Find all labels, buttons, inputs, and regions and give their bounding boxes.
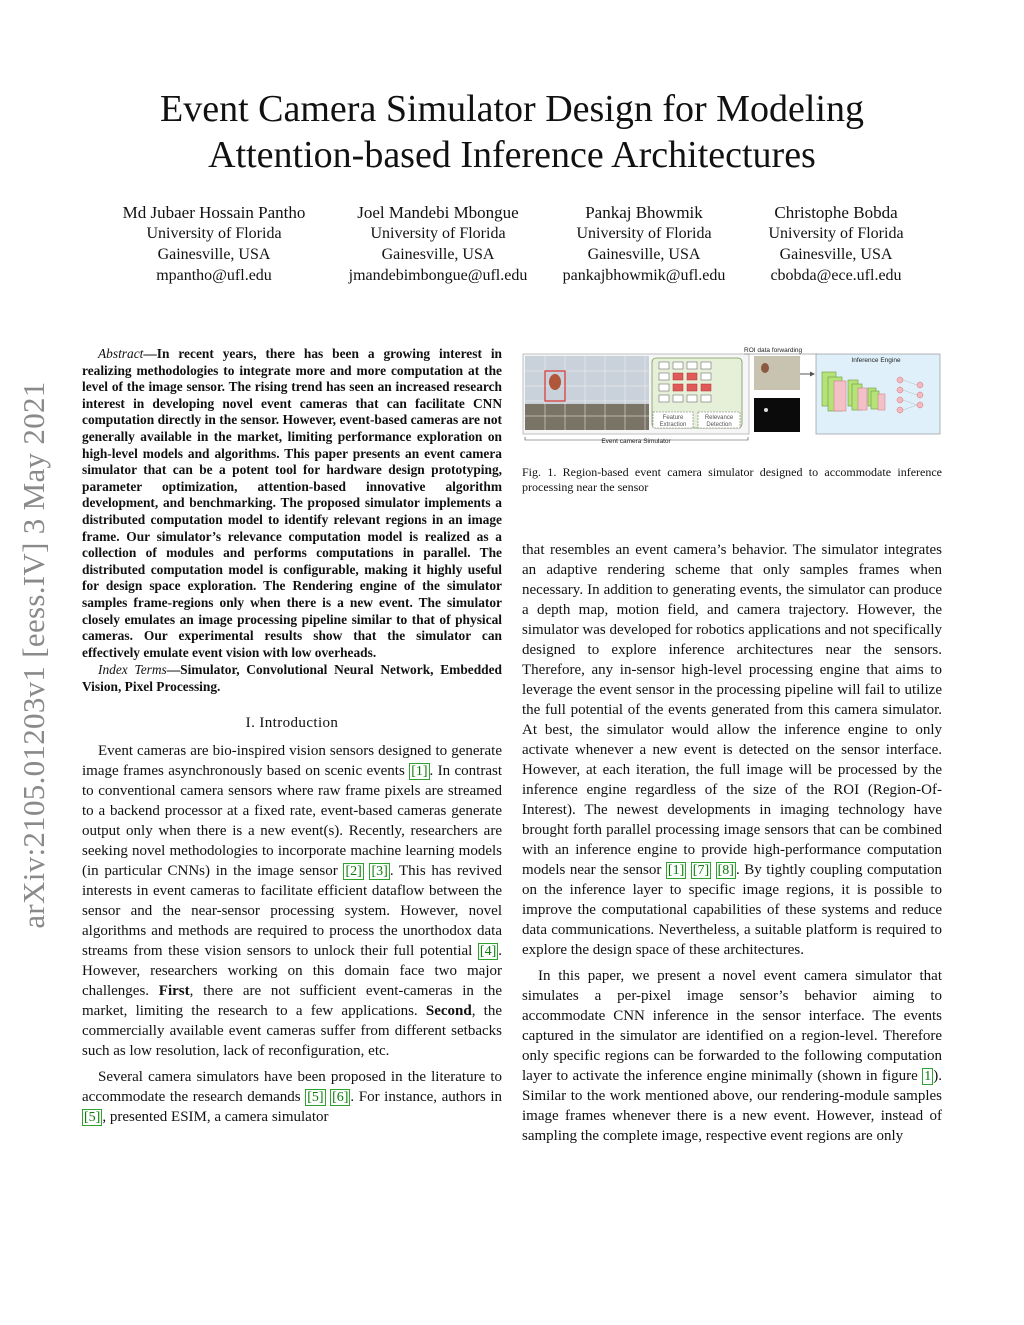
input-image-ground <box>525 404 649 430</box>
right-paragraph-1: that resembles an event camera’s behavior. The simulator integrates an adaptive rendering scheme that only samples frames when necessary. In addition to generating events, the simulator can produce a depth map, motion field, and camera trajectory. However, the simulator was developed for robotics applications and not specifically designed to explore inference architectures near the sensors. Therefore, any in-sensor high-level processing engine that aims to leverage the event sensor in the processing pipeline will fail to utilize the full potential of the events generated from this camera simulator. At best, the simulator would allow the inference engine to only activate whenever a new event is detected on the sensor interface. However, at each iteration, the full image will be processed by the inference engine regardless of the size of the ROI (Region-Of-Interest). The newest developments in imaging technology have brought forth parallel processing image sensors that can be combined with an inference engine to provide high-performance computation models near the sensor [1] [7] [8] . By tightly coupling computation on the inference layer to specific image regions, it is possible to improve the computational capabilities of these systems and reduce data communications. Nevertheless, a suitable platform is required to explore the design space of these architectures. <box>522 542 942 958</box>
paper-title <box>80 86 944 178</box>
roi-label: ROI data forwarding <box>744 347 803 354</box>
author-affiliation: University of Florida <box>576 225 712 242</box>
author-block-4 <box>721 202 951 286</box>
author-email: jmandebimbongue@ufl.edu <box>348 267 528 284</box>
arxiv-identifier: arXiv:2105.01203v1 [eess.IV] 3 May 2021 <box>16 381 51 929</box>
intro-paragraph-1: Event cameras are bio-inspired vision sensors designed to generate image frames asynchronously based on scenic events [1] . In contrast to conventional camera sensors where raw frame pixels are streamed to a backend processor at a fixed rate, event-based cameras generate output only when there is a new event(s). Recently, researchers are seeking novel methodologies to incorporate machine learning models (in particular CNNs) in the image sensor [2] [3] . This has revived interests in event cameras to facilitate efficient dataflow between the sensor and the near-sensor processing system. However, novel algorithms and methods are required to process the unorthodox data streams from these vision sensors to unlock their full potential [4] . However, researchers working on this domain face two major challenges. First, there are not sufficient event-cameras in the market, limiting the research to a few applications. Second, the commercially available event cameras suffer from different setbacks such as low resolution, lack of reconfiguration, etc. <box>82 743 503 1060</box>
right-paragraph-2: In this paper, we present a novel event camera simulator that simulates a per-pixel image sensor’s behavior aiming to accommodate CNN inference in the sensor interface. The events captured in the simulator are identified on a region-level. Therefore only specific regions can be forwarded to the following computation layer to activate the inference engine minimally (shown in figure 1 ). Similar to the work mentioned above, our rendering-module samples image frames whenever there is a new event. However, instead of sampling the complete image, respective event regions are only <box>522 968 942 1144</box>
inference-engine-label: Inference Engine <box>851 357 901 364</box>
relevance-detection-label: Relevance <box>704 415 734 421</box>
author-name: Pankaj Bhowmik <box>585 203 703 222</box>
citation-link[interactable]: [2] <box>345 864 362 880</box>
citation-link[interactable]: [7] <box>692 863 710 878</box>
citation-link[interactable]: [1] <box>667 863 685 878</box>
intro-paragraph-2: Several camera simulators have been proposed in the literature to accommodate the research demands [5] [6] . For instance, authors in [5] , presented ESIM, a camera simulator <box>82 1069 503 1126</box>
event-image <box>754 398 800 432</box>
simulator-label: Event camera Simulator <box>601 438 671 444</box>
feature-extraction-label-2: Extraction <box>659 422 687 428</box>
abstract-label: Abstract <box>98 346 144 361</box>
right-column <box>522 540 942 1146</box>
citation-link[interactable]: [8] <box>717 863 734 878</box>
citation-link[interactable]: [1] <box>411 764 428 780</box>
author-name: Christophe Bobda <box>774 203 898 222</box>
author-affiliation: University of Florida <box>146 225 282 242</box>
abstract-text: In recent years, there has been a growing interest in realizing methodologies to integrate more and more computation at the level of the image sensor. The rising trend has seen an increased research interest in developing novel event cameras that can facilitate CNN computation directly in the sensor. However, event-based cameras are not generally available in the market, limiting performance exploration on high-level models and algorithms. This paper presents an event camera simulator that can be a potent tool for hardware design prototyping, parameter optimization, attention-based innovative algorithm development, and benchmarking. The proposed simulator implements a distributed computation model to identify relevant regions in an image frame. Our simulator’s relevance computation model is realized as a collection of modules and performs computations in parallel. The distributed computation model is configurable, making it highly useful for design space exploration. The Rendering engine of the simulator samples frame-regions only when there is a new event. The simulator closely emulates an image processing pipeline similar to that of physical cameras. Our experimental results show that the simulator can effectively emulate event vision with low overheads. <box>82 346 502 660</box>
citation-link[interactable]: [5] <box>84 1110 101 1126</box>
author-email: pankajbhowmik@ufl.edu <box>562 267 726 284</box>
figure-reference-link[interactable]: 1 <box>924 1069 932 1084</box>
roi-image <box>754 356 800 390</box>
balloon-icon <box>549 374 561 390</box>
citation-link[interactable]: [4] <box>479 944 497 960</box>
author-block-2 <box>323 202 553 286</box>
feature-extraction-label: Feature <box>662 415 684 421</box>
abstract: Abstract—In recent years, there has been a growing interest in realizing methodologies to integrate more and more computation at the level of the image sensor. The rising trend has seen an increased research interest in developing novel event cameras that can facilitate CNN computation directly in the sensor. However, event-based cameras are not generally available in the market, limiting performance exploration on high-level models and algorithms. This paper presents an event camera simulator that can be a potent tool for hardware design prototyping, parameter optimization, attention-based innovative algorithm development, and benchmarking. The proposed simulator implements a distributed computation model to identify relevant regions in an image frame. Our simulator’s relevance computation model is realized as a collection of modules and performs computations in parallel. The distributed computation model is configurable, making it highly useful for design space exploration. The Rendering engine of the simulator samples frame-regions only when there is a new event. The simulator closely emulates an image processing pipeline similar to that of physical cameras. Our experimental results show that the simulator can effectively emulate event vision with low overheads. <box>82 346 502 660</box>
index-terms: Index Terms—Simulator, Convolutional Neural Network, Embedded Vision, Pixel Processing. <box>82 662 502 694</box>
relevance-detection-label-2: Detection <box>706 422 732 428</box>
author-location: Gainesville, USA <box>587 246 701 263</box>
figure-caption: Fig. 1. Region-based event camera simulator designed to accommodate inference processing near the sensor <box>522 465 942 494</box>
index-terms-text: Simulator, Convolutional Neural Network, Embedded Vision, Pixel Processing. <box>82 662 502 694</box>
author-block-1 <box>99 202 329 286</box>
author-affiliation: University of Florida <box>768 225 904 242</box>
figure-1-diagram <box>522 344 942 444</box>
title-line-2: Attention-based Inference Architectures <box>208 134 816 176</box>
author-location: Gainesville, USA <box>157 246 271 263</box>
author-name: Md Jubaer Hossain Pantho <box>122 203 306 222</box>
author-email: cbobda@ece.ufl.edu <box>770 267 902 284</box>
section-heading-introduction: I. Introduction <box>245 715 339 732</box>
citation-link[interactable]: [3] <box>371 864 388 880</box>
author-location: Gainesville, USA <box>779 246 893 263</box>
index-terms-label: Index Terms <box>98 662 167 678</box>
author-affiliation: University of Florida <box>370 225 506 242</box>
citation-link[interactable]: [6] <box>332 1090 349 1106</box>
author-location: Gainesville, USA <box>381 246 495 263</box>
author-name: Joel Mandebi Mbongue <box>357 203 519 222</box>
title-line-1: Event Camera Simulator Design for Modeling <box>160 88 864 130</box>
citation-link[interactable]: [5] <box>307 1090 324 1106</box>
author-email: mpantho@ufl.edu <box>156 267 272 284</box>
left-column <box>82 346 502 1127</box>
